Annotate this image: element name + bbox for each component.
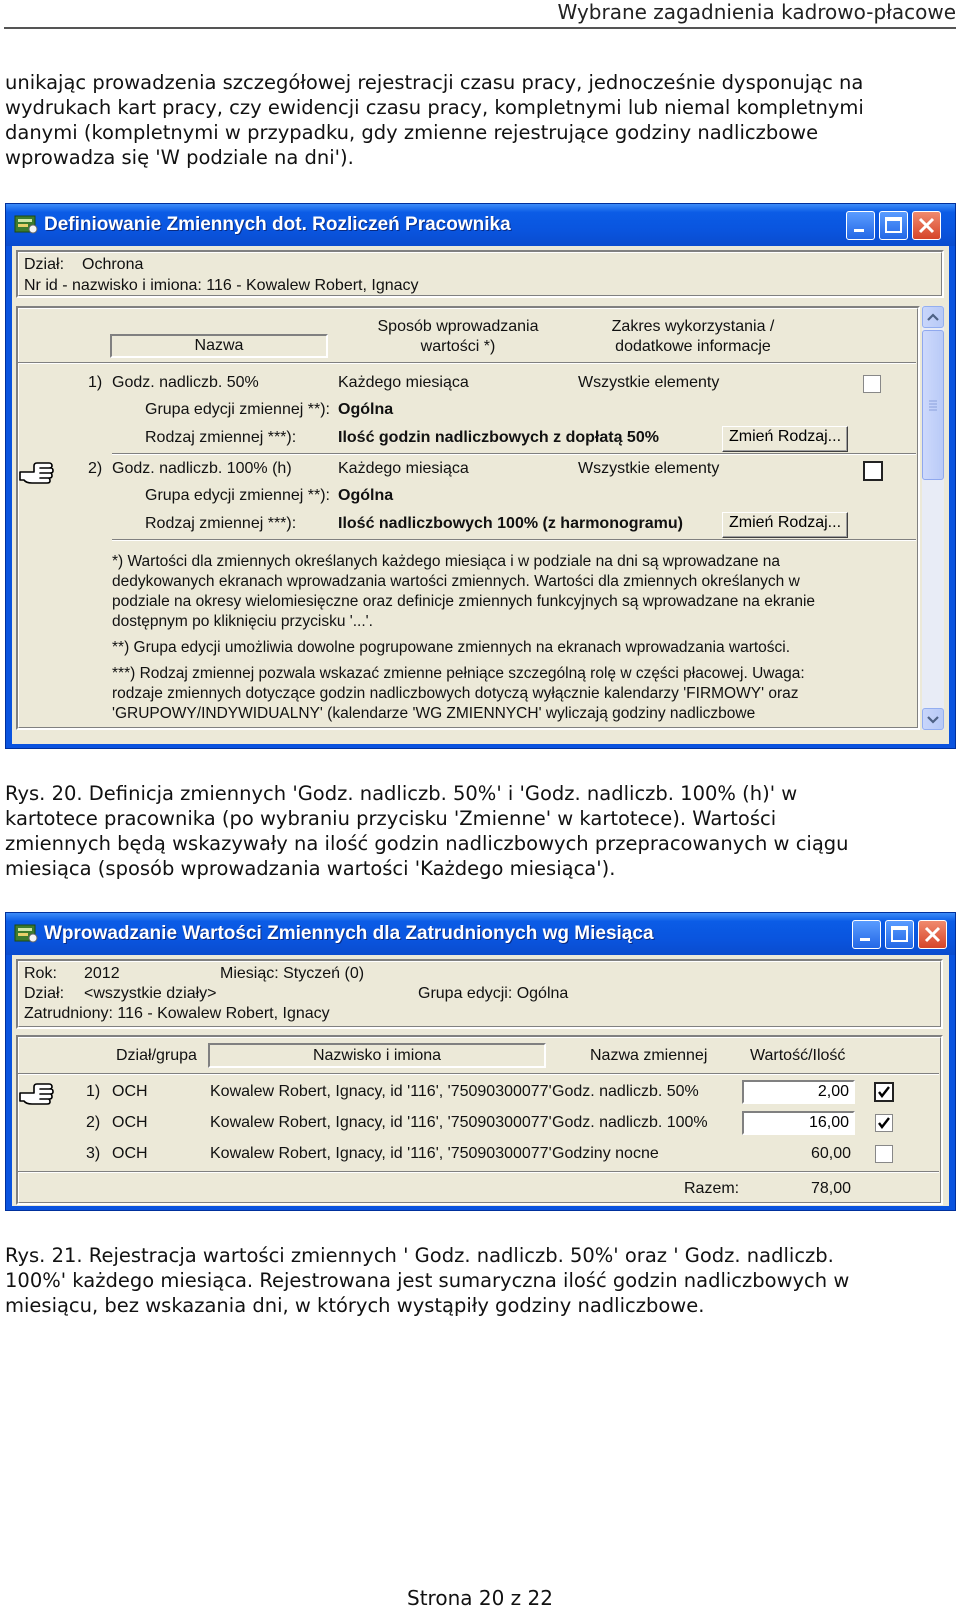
employee-line: Nr id - nazwisko i imiona: 116 - Kowalew Robert, Ignacy	[24, 277, 419, 294]
intro-paragraph	[5, 70, 945, 170]
figure-caption-21	[5, 1243, 945, 1318]
column-header-nazwa-label: Nazwa	[194, 337, 244, 354]
note-line: dostępnym po kliknięciu przycisku '...'.	[112, 613, 373, 630]
row-variable: Godz. nadliczb. 100%	[552, 1114, 708, 1131]
group-label: Grupa edycji zmiennej **):	[145, 401, 330, 418]
close-icon	[919, 921, 946, 948]
row-number: 1)	[88, 374, 103, 391]
row-dept: OCH	[112, 1114, 148, 1131]
intro-line: unikając prowadzenia szczegółowej rejestracji czasu pracy, jednocześnie dysponując na	[5, 71, 864, 94]
value-input[interactable]: 2,00	[742, 1080, 855, 1104]
dialog-client	[12, 955, 949, 1206]
row-checkbox[interactable]	[874, 1082, 894, 1102]
column-header-wartosc: Wartość/Ilość	[750, 1047, 846, 1064]
variable-name: Godz. nadliczb. 50%	[112, 374, 259, 391]
grip-icon	[923, 331, 943, 481]
window-title: Wprowadzanie Wartości Zmiennych dla Zatrudnionych wg Miesiąca	[44, 923, 654, 944]
pointing-hand-icon	[18, 458, 54, 490]
pointing-hand-icon	[18, 1079, 54, 1111]
column-header-zakres: Zakres wykorzystania /	[611, 318, 775, 335]
row-person: Kowalew Robert, Ignacy, id '116', '75090300077'	[210, 1114, 552, 1131]
maximize-button[interactable]	[885, 920, 914, 949]
column-header-sposob: Sposób wprowadzania	[377, 318, 539, 335]
variable-scope: Wszystkie elementy	[578, 374, 720, 391]
title-bar[interactable]	[6, 913, 955, 955]
note-line: dedykowanych ekranach wprowadzania wartości zmiennych. Wartości dla zmiennych określanych w	[112, 573, 800, 590]
type-label: Rodzaj zmiennej ***):	[145, 515, 297, 532]
intro-line: wprowadza się 'W podziale na dni').	[5, 146, 354, 169]
close-button[interactable]	[918, 920, 947, 949]
row-dept: OCH	[112, 1083, 148, 1100]
caption-line: Rys. 20. Definicja zmiennych 'Godz. nadliczb. 50%' i 'Godz. nadliczb. 100% (h)' w	[5, 782, 798, 805]
variable-name: Godz. nadliczb. 100% (h)	[112, 460, 292, 477]
minimize-icon	[847, 212, 874, 239]
row-variable: Godziny nocne	[552, 1145, 659, 1162]
values-table	[16, 1035, 943, 1205]
row-variable: Godz. nadliczb. 50%	[552, 1083, 699, 1100]
note-line: rodzaje zmiennych dotyczące godzin nadliczbowych dotyczą wyłącznie kalendarzy 'FIRMOWY' oraz	[112, 685, 799, 702]
grupa-label: Grupa edycji: Ogólna	[418, 985, 569, 1002]
maximize-icon	[880, 212, 907, 239]
employee-info-box	[16, 250, 944, 298]
checkmark-icon	[876, 1084, 892, 1100]
dialog-client	[12, 246, 949, 744]
column-header-dzial: Dział/grupa	[116, 1047, 197, 1064]
total-value: 78,00	[810, 1180, 851, 1197]
value-readonly: 60,00	[810, 1145, 851, 1162]
vertical-scrollbar[interactable]	[922, 306, 944, 730]
row-checkbox[interactable]	[875, 1114, 893, 1132]
variable-scope: Wszystkie elementy	[578, 460, 720, 477]
column-header-nazwisko-label: Nazwisko i imiona	[312, 1047, 442, 1064]
intro-line: danymi (kompletnymi w przypadku, gdy zmienne rejestrujące godziny nadliczbowe	[5, 121, 819, 144]
group-value: Ogólna	[338, 487, 394, 504]
dzial-value: Ochrona	[82, 256, 144, 273]
row-person: Kowalew Robert, Ignacy, id '116', '75090300077'	[210, 1145, 552, 1162]
header-rule	[4, 27, 956, 29]
variable-method: Każdego miesiąca	[338, 374, 469, 391]
dzial-value: <wszystkie działy>	[84, 985, 217, 1002]
intro-line: wydrukach kart pracy, czy ewidencji czasu pracy, kompletnymi lub niemal kompletnymi	[5, 96, 864, 119]
figure-caption-20	[5, 781, 945, 881]
row-person: Kowalew Robert, Ignacy, id '116', '75090300077'	[210, 1083, 552, 1100]
minimize-icon	[853, 921, 880, 948]
page-header: Wybrane zagadnienia kadrowo-płacowe	[557, 0, 956, 24]
chevron-up-icon	[923, 307, 943, 327]
scroll-thumb[interactable]	[922, 330, 944, 480]
caption-line: kartotece pracownika (po wybraniu przycisku 'Zmienne' w kartotece). Wartości	[5, 807, 777, 830]
scroll-up-button[interactable]	[922, 306, 944, 328]
checkmark-icon	[876, 1115, 892, 1131]
minimize-button[interactable]	[846, 211, 875, 240]
maximize-icon	[886, 921, 913, 948]
caption-line: miesiąca (sposób wprowadzania wartości 'Każdego miesiąca').	[5, 857, 616, 880]
note-line: podziale na okresy wielomiesięczne oraz definicje zmiennych funkcyjnych są wprowadzane na ekranie	[112, 593, 816, 610]
window-enter-values	[5, 912, 956, 1211]
row-checkbox[interactable]	[863, 461, 883, 481]
variable-method: Każdego miesiąca	[338, 460, 469, 477]
row-checkbox[interactable]	[875, 1145, 893, 1163]
close-icon	[913, 212, 940, 239]
column-header-zmienna: Nazwa zmiennej	[590, 1047, 708, 1064]
row-number: 3)	[86, 1145, 101, 1162]
group-label: Grupa edycji zmiennej **):	[145, 487, 330, 504]
window-define-variables	[5, 203, 956, 749]
variables-list	[16, 306, 920, 730]
minimize-button[interactable]	[852, 920, 881, 949]
row-number: 2)	[86, 1114, 101, 1131]
note-line: ***) Rodzaj zmiennej pozwala wskazać zmienne pełniące szczególną rolę w części płacowej. Uwaga:	[112, 665, 805, 682]
type-value: Ilość nadliczbowych 100% (z harmonogramu)	[338, 515, 683, 532]
rok-label: Rok:	[24, 965, 57, 982]
note-line: *) Wartości dla zmiennych określanych każdego miesiąca i w podziale na dni są wprowadzane na	[112, 553, 780, 570]
row-number: 2)	[88, 460, 103, 477]
note-line: 'GRUPOWY/INDYWIDUALNY' (kalendarze 'WG ZMIENNYCH' wyliczają godziny nadliczbowe	[112, 705, 756, 722]
row-dept: OCH	[112, 1145, 148, 1162]
row-checkbox[interactable]	[863, 375, 881, 393]
total-label: Razem:	[684, 1180, 740, 1197]
chevron-down-icon	[923, 709, 943, 729]
caption-line: miesiącu, bez wskazania dni, w których wystąpiły godziny nadliczbowe.	[5, 1294, 705, 1317]
filter-info-box	[16, 959, 943, 1029]
title-bar[interactable]	[6, 204, 955, 246]
value-input[interactable]: 16,00	[742, 1111, 855, 1135]
caption-line: zmiennych będą wskazywały na ilość godzin nadliczbowych przepracowanych w ciągu	[5, 832, 849, 855]
dzial-label: Dział:	[24, 985, 65, 1002]
close-button[interactable]	[912, 211, 941, 240]
row-number: 1)	[86, 1083, 101, 1100]
caption-line: 100%' każdego miesiąca. Rejestrowana jest sumaryczna ilość godzin nadliczbowych w	[5, 1269, 850, 1292]
app-icon	[14, 213, 38, 235]
note-line: **) Grupa edycji umożliwia dowolne pogrupowane zmiennych na ekranach wprowadzania wartości.	[112, 639, 791, 656]
caption-line: Rys. 21. Rejestracja wartości zmiennych ' Godz. nadliczb. 50%' oraz ' Godz. nadliczb.	[5, 1244, 834, 1267]
zatrudniony-label: Zatrudniony: 116 - Kowalew Robert, Ignacy	[24, 1005, 330, 1022]
group-value: Ogólna	[338, 401, 394, 418]
window-title: Definiowanie Zmiennych dot. Rozliczeń Pracownika	[44, 214, 511, 235]
maximize-button[interactable]	[879, 211, 908, 240]
column-header-nazwa[interactable]	[110, 334, 328, 358]
dzial-label: Dział:	[24, 256, 65, 273]
change-type-button[interactable]: Zmień Rodzaj...	[722, 512, 848, 538]
column-header-sposob-2: wartości *)	[420, 338, 496, 355]
column-header-nazwisko[interactable]	[208, 1043, 546, 1068]
miesiac-label: Miesiąc: Styczeń (0)	[220, 965, 365, 982]
rok-value: 2012	[84, 965, 120, 982]
app-icon	[14, 922, 38, 944]
type-value: Ilość godzin nadliczbowych z dopłatą 50%	[338, 429, 659, 446]
scroll-down-button[interactable]	[922, 708, 944, 730]
page-footer: Strona 20 z 22	[407, 1586, 553, 1610]
change-type-button[interactable]: Zmień Rodzaj...	[722, 426, 848, 452]
type-label: Rodzaj zmiennej ***):	[145, 429, 297, 446]
column-header-zakres-2: dodatkowe informacje	[615, 338, 771, 355]
